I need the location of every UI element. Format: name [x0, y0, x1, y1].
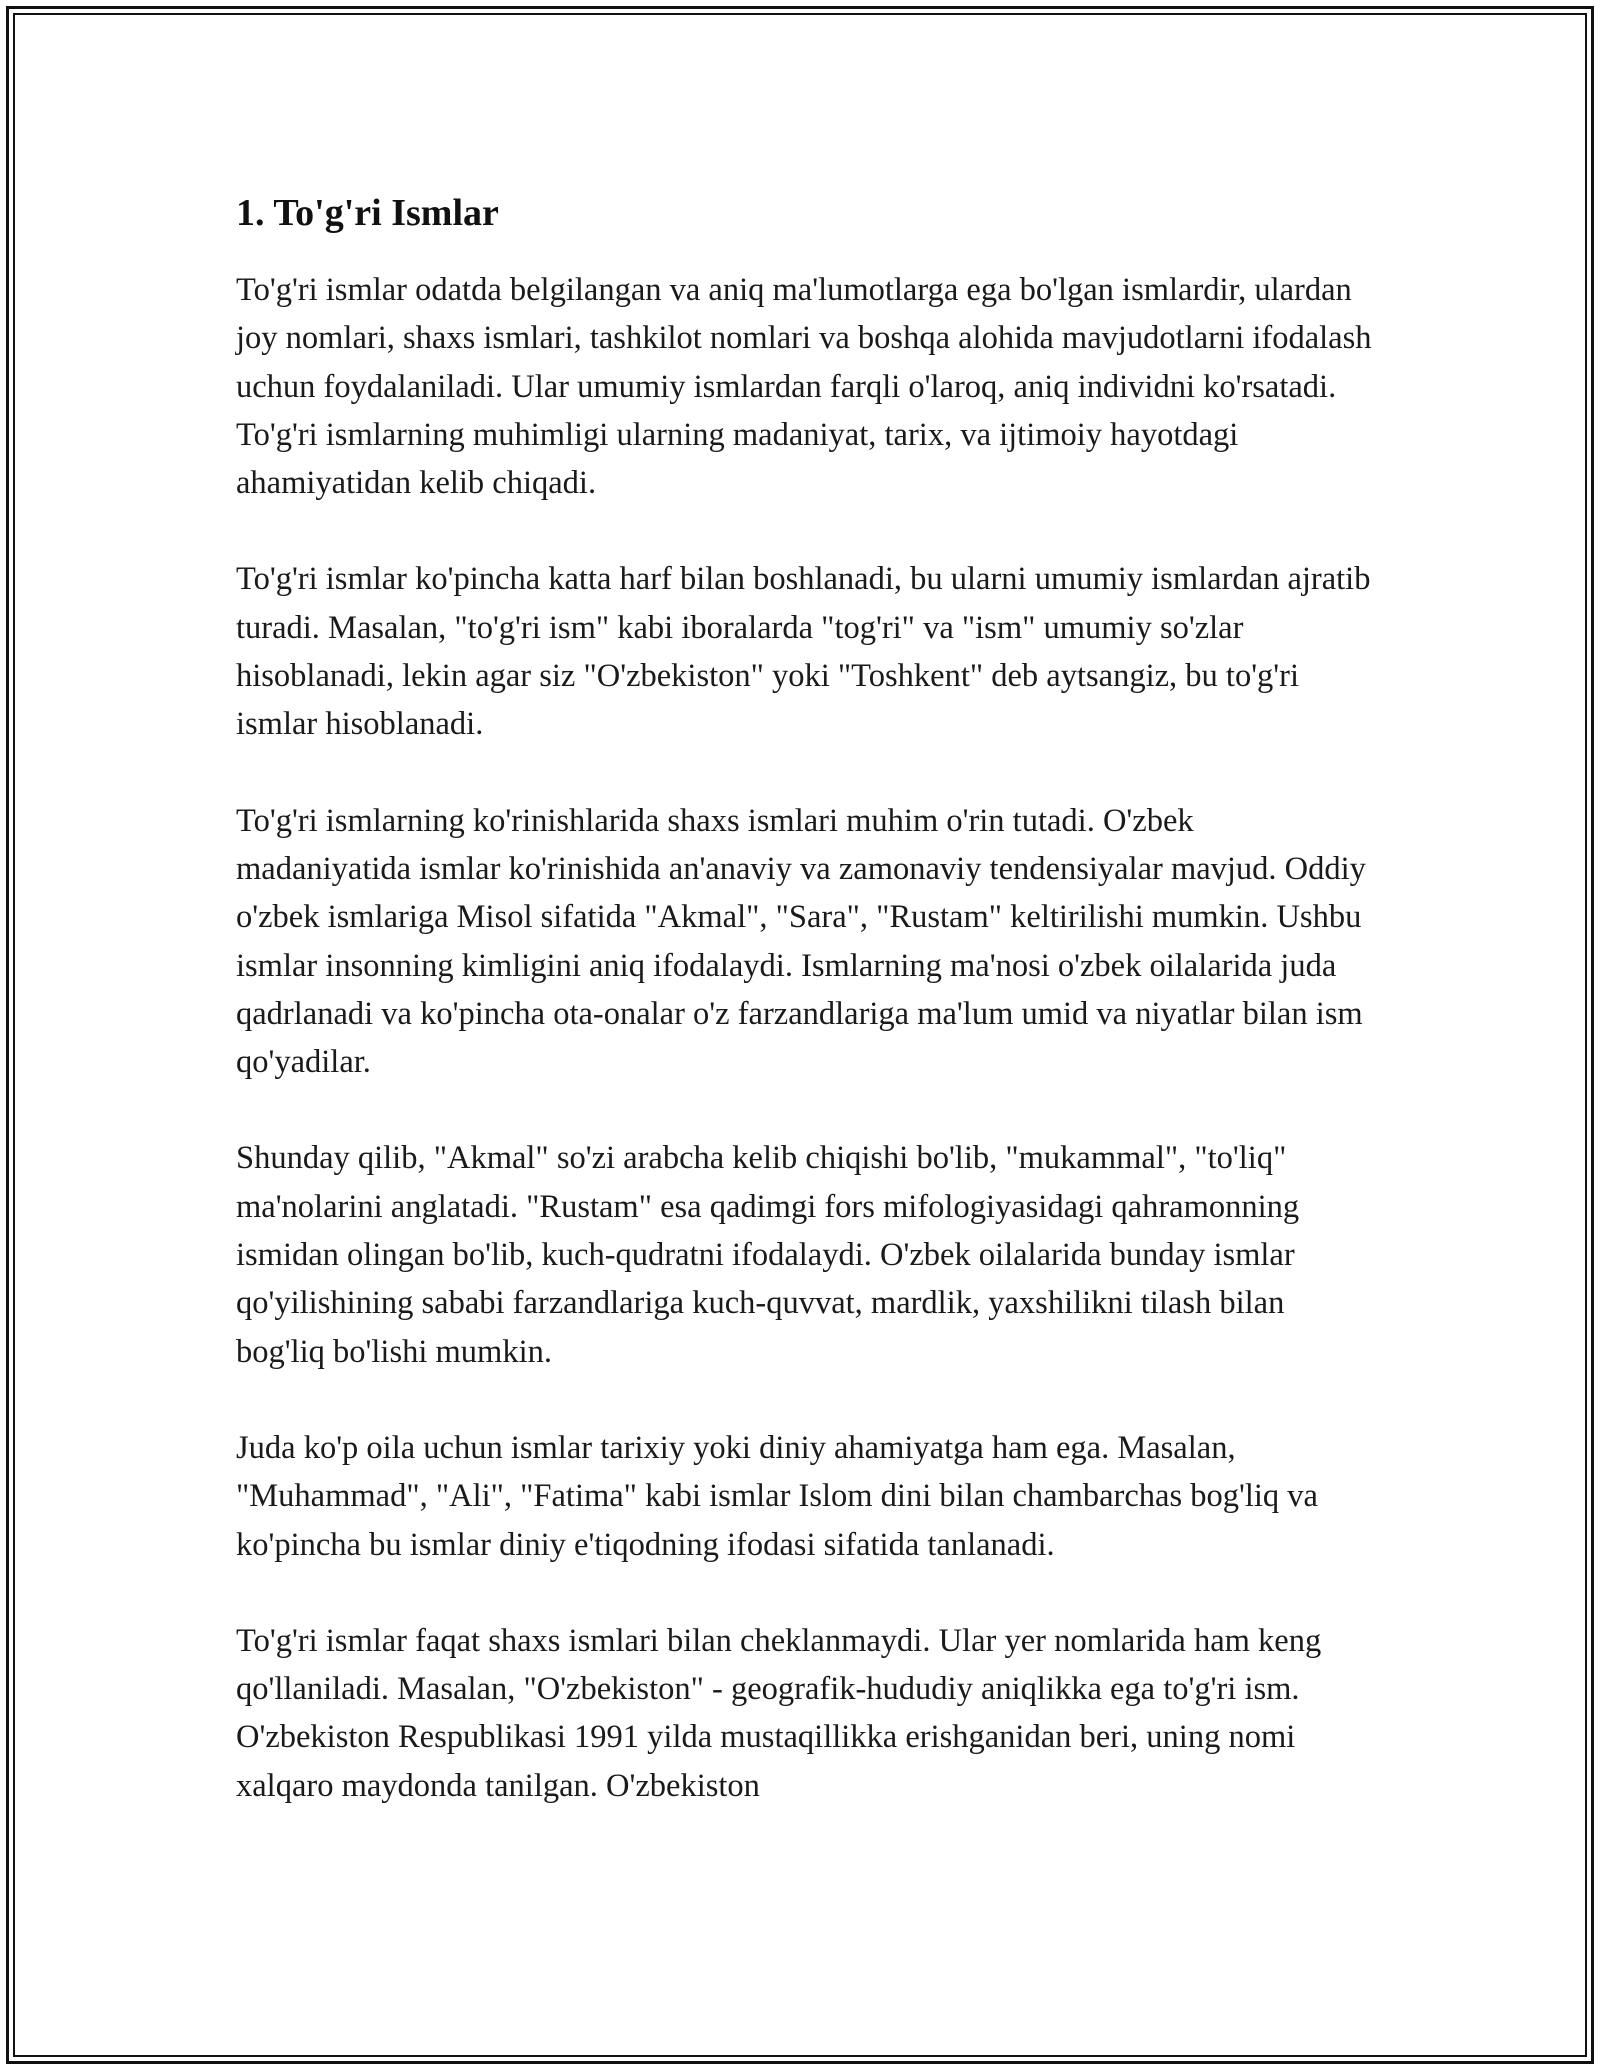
document-body [236, 184, 1376, 1810]
paragraph-2: To'g'ri ismlar ko'pincha katta harf bilan boshlanadi, bu ularni umumiy ismlardan ajratib turadi. Masalan, "to'g'ri ism" kabi iboralarda "tog'ri" va "ism" umumiy so'zlar hisoblanadi, lekin agar siz "O'zbekiston" yoki "Toshkent" deb aytsangiz, bu to'g'ri ismlar hisoblanadi. [236, 561, 1371, 743]
paragraph-6: To'g'ri ismlar faqat shaxs ismlari bilan cheklanmaydi. Ular yer nomlarida ham keng qo'llaniladi. Masalan, "O'zbekiston" - geografik-hududiy aniqlikka ega to'g'ri ism. O'zbekiston Respublikasi 1991 yilda mustaqillikka erishganidan beri, uning nomi xalqaro maydonda tanilgan. O'zbekiston [236, 1622, 1322, 1804]
paragraph-4: Shunday qilib, "Akmal" so'zi arabcha kelib chiqishi bo'lib, "mukammal", "to'liq" ma'nolarini anglatadi. "Rustam" esa qadimgi fors mifologiyasidagi qahramonning ismidan olingan bo'lib, kuch-qudratni ifodalaydi. O'zbek oilalarida bunday ismlar qo'yilishining sababi farzandlariga kuch-quvvat, mardlik, yaxshilikni tilash bilan bog'liq bo'lishi mumkin. [236, 1140, 1300, 1370]
paragraph-3: To'g'ri ismlarning ko'rinishlarida shaxs ismlari muhim o'rin tutadi. O'zbek madaniyatida ismlar ko'rinishida an'anaviy va zamonaviy tendensiyalar mavjud. Oddiy o'zbek ismlariga Misol sifatida "Akmal", "Sara", "Rustam" keltirilishi mumkin. Ushbu ismlar insonning kimligini aniq ifodalaydi. Ismlarning ma'nosi o'zbek oilalarida juda qadrlanadi va ko'pincha ota-onalar o'z farzandlariga ma'lum umid va niyatlar bilan ism qo'yadilar. [236, 802, 1366, 1081]
paragraph-1: To'g'ri ismlar odatda belgilangan va aniq ma'lumotlarga ega bo'lgan ismlardir, ulardan joy nomlari, shaxs ismlari, tashkilot nomlari va boshqa alohida mavjudotlarni ifodalash uchun foydalaniladi. Ular umumiy ismlardan farqli o'laroq, aniq individni ko'rsatadi. To'g'ri ismlarning muhimligi ularning madaniyat, tarix, va ijtimoiy hayotdagi ahamiyatidan kelib chiqadi. [236, 272, 1372, 502]
section-heading: 1. To'g'ri Ismlar [236, 192, 499, 234]
paragraph-5: Juda ko'p oila uchun ismlar tarixiy yoki diniy ahamiyatga ham ega. Masalan, "Muhammad", "Ali", "Fatima" kabi ismlar Islom dini bilan chambarchas bog'liq va ko'pincha bu ismlar diniy e'tiqodning ifodasi sifatida tanlanadi. [236, 1429, 1318, 1563]
